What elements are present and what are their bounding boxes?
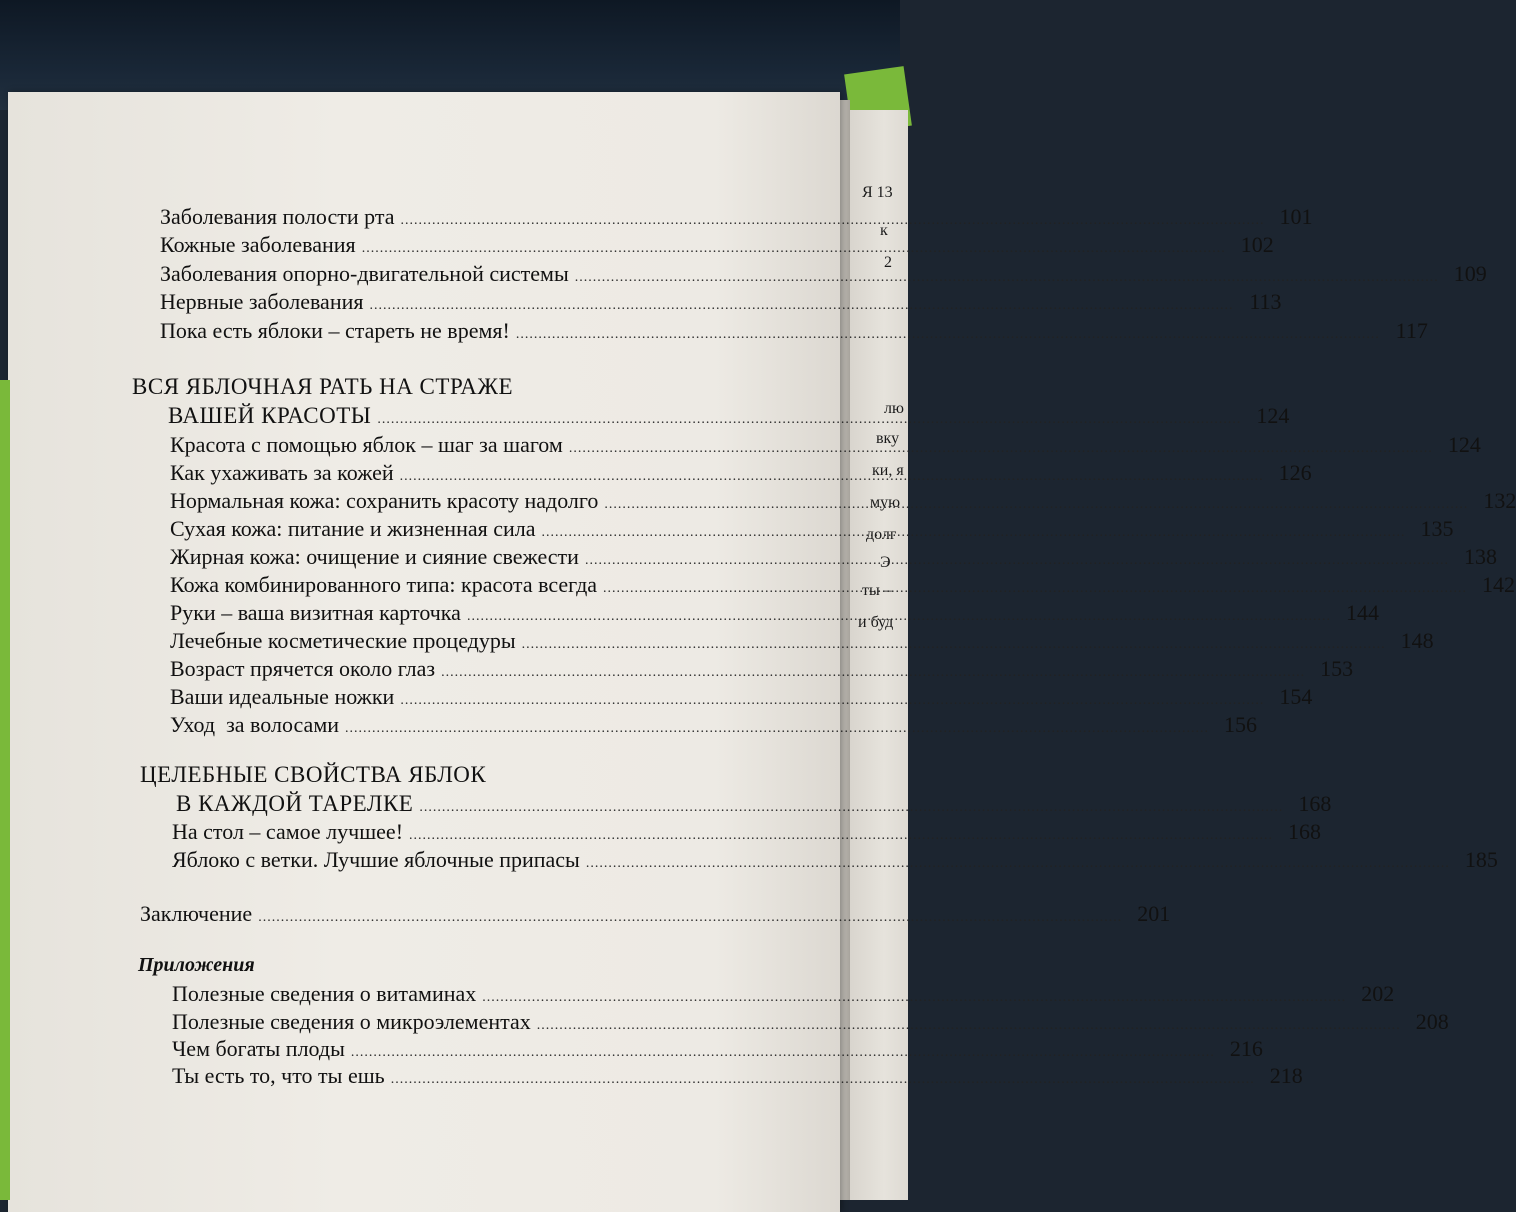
dot-leader	[345, 714, 1209, 740]
facing-fragment: лю	[884, 400, 904, 417]
toc-entry-page: 144	[1345, 600, 1379, 625]
dot-leader	[351, 1038, 1215, 1064]
toc-entry	[170, 656, 1354, 684]
toc-entry-page: 113	[1249, 289, 1282, 314]
toc-entry-page: 109	[1453, 261, 1487, 286]
toc-entry-page: 148	[1400, 628, 1434, 653]
dot-leader	[400, 462, 1264, 488]
toc-entry-title: Пока есть яблоки – стареть не время!	[160, 318, 510, 343]
toc-entry-title: Кожные заболевания	[160, 232, 356, 257]
toc-entry	[160, 204, 1313, 232]
toc-entry-page: 216	[1229, 1036, 1263, 1061]
toc-entry-title: Жирная кожа: очищение и сияние свежести	[170, 544, 579, 569]
toc-entry-page: 124	[1447, 432, 1481, 457]
dot-leader	[542, 518, 1406, 544]
dot-leader	[409, 821, 1273, 847]
dot-leader	[586, 849, 1450, 875]
dot-leader	[585, 546, 1449, 572]
toc-entry-page: 202	[1361, 981, 1395, 1006]
toc-entry-title: На стол – самое лучшее!	[172, 819, 404, 844]
toc-entry-page: 201	[1137, 901, 1171, 926]
dot-leader	[467, 602, 1331, 628]
toc-entry-title: Кожа комбинированного типа: красота всегда	[170, 572, 598, 597]
facing-fragment: ки, я	[872, 462, 904, 479]
section-heading-continued: ВАШЕЙ КРАСОТЫ	[168, 403, 372, 428]
section-heading-line	[176, 791, 1332, 819]
facing-fragment: и буд	[858, 614, 894, 631]
toc-entry	[172, 1036, 1263, 1064]
toc-entry	[160, 289, 1282, 317]
toc-entry-page: 138	[1463, 544, 1497, 569]
dot-leader	[391, 1065, 1255, 1091]
toc-entry	[172, 981, 1395, 1009]
dot-leader	[377, 405, 1241, 431]
facing-fragment: Э	[880, 554, 891, 571]
toc-entry-title: Возраст прячется около глаз	[170, 656, 436, 681]
section-heading-continued: В КАЖДОЙ ТАРЕЛКЕ	[176, 791, 414, 816]
toc-entry-page: 101	[1279, 204, 1313, 229]
toc-entry-title: Руки – ваша визитная карточка	[170, 600, 461, 625]
toc-entry-title: Как ухаживать за кожей	[170, 460, 394, 485]
facing-fragment: 2	[884, 254, 892, 271]
section-heading: ВСЯ ЯБЛОЧНАЯ РАТЬ НА СТРАЖЕ	[132, 374, 514, 399]
dot-leader	[370, 291, 1234, 317]
toc-entry-page: 135	[1420, 516, 1454, 541]
toc-entry-page: 156	[1224, 712, 1258, 737]
dot-leader	[575, 263, 1439, 289]
toc-entry	[170, 712, 1258, 740]
section-heading-page: 168	[1298, 791, 1332, 816]
toc-entry-page: 168	[1288, 819, 1322, 844]
toc-entry	[172, 1063, 1303, 1091]
toc-entry-title: Нормальная кожа: сохранить красоту надолго	[170, 488, 599, 513]
toc-entry-page: 208	[1415, 1009, 1449, 1034]
toc-entry-page: 218	[1269, 1063, 1303, 1088]
section-heading-page: 124	[1256, 403, 1290, 428]
toc-entry-title: Яблоко с ветки. Лучшие яблочные припасы	[172, 847, 580, 872]
dot-leader	[522, 630, 1386, 656]
facing-fragment: Я 13	[862, 184, 893, 201]
toc-entry-title: Нервные заболевания	[160, 289, 364, 314]
toc-entry-page: 117	[1395, 318, 1428, 343]
toc-entry-title: Заключение	[140, 901, 253, 926]
toc-entry-title: Заболевания полости рта	[160, 204, 395, 229]
toc-entry-conclusion	[140, 901, 1171, 929]
toc-entry-page: 142	[1482, 572, 1516, 597]
dot-leader	[419, 793, 1283, 819]
dot-leader	[400, 686, 1264, 712]
section-heading: ЦЕЛЕБНЫЕ СВОЙСТВА ЯБЛОК	[140, 762, 487, 787]
toc-entry	[172, 819, 1322, 847]
dot-leader	[516, 320, 1380, 346]
dot-leader	[604, 490, 1468, 516]
facing-fragment: к	[880, 222, 888, 239]
toc-entry-page: 185	[1464, 847, 1498, 872]
facing-fragment: мую	[870, 494, 901, 511]
appendix-heading: Приложения	[138, 954, 255, 976]
toc-entry-title: Уход за волосами	[170, 712, 340, 737]
toc-entry	[160, 318, 1428, 346]
toc-entry-title: Ваши идеальные ножки	[170, 684, 395, 709]
toc-entry-page: 153	[1320, 656, 1354, 681]
toc-entry	[170, 628, 1434, 656]
dot-leader	[400, 206, 1264, 232]
dot-leader	[603, 574, 1467, 600]
toc-entry-title: Красота с помощью яблок – шаг за шагом	[170, 432, 563, 457]
dot-leader	[482, 983, 1346, 1009]
dot-leader	[258, 903, 1122, 929]
toc-entry-title: Лечебные косметические процедуры	[170, 628, 516, 653]
toc-entry	[172, 847, 1498, 875]
dot-leader	[537, 1011, 1401, 1037]
toc-entry-page: 102	[1240, 232, 1274, 257]
toc-entry-page: 126	[1278, 460, 1312, 485]
toc-entry-title: Чем богаты плоды	[172, 1036, 345, 1061]
toc-entry-title: Полезные сведения о микроэлементах	[172, 1009, 531, 1034]
toc-entry-title: Заболевания опорно-двигательной системы	[160, 261, 569, 286]
toc-entry-page: 132	[1483, 488, 1516, 513]
toc-entry	[170, 684, 1313, 712]
dot-leader	[569, 434, 1433, 460]
toc-entry	[172, 1009, 1449, 1037]
toc-entry-page: 154	[1279, 684, 1313, 709]
toc-entry-title: Сухая кожа: питание и жизненная сила	[170, 516, 536, 541]
dot-leader	[441, 658, 1305, 684]
toc-entry-title: Полезные сведения о витаминах	[172, 981, 477, 1006]
toc-entry	[170, 544, 1497, 572]
facing-fragment: вку	[876, 430, 900, 447]
toc-entry	[160, 261, 1487, 289]
toc-entry-title: Ты есть то, что ты ешь	[172, 1063, 385, 1088]
facing-fragment: ты –	[862, 582, 892, 599]
facing-fragment: долг	[866, 526, 897, 543]
toc-entry	[160, 232, 1274, 260]
dot-leader	[362, 234, 1226, 260]
